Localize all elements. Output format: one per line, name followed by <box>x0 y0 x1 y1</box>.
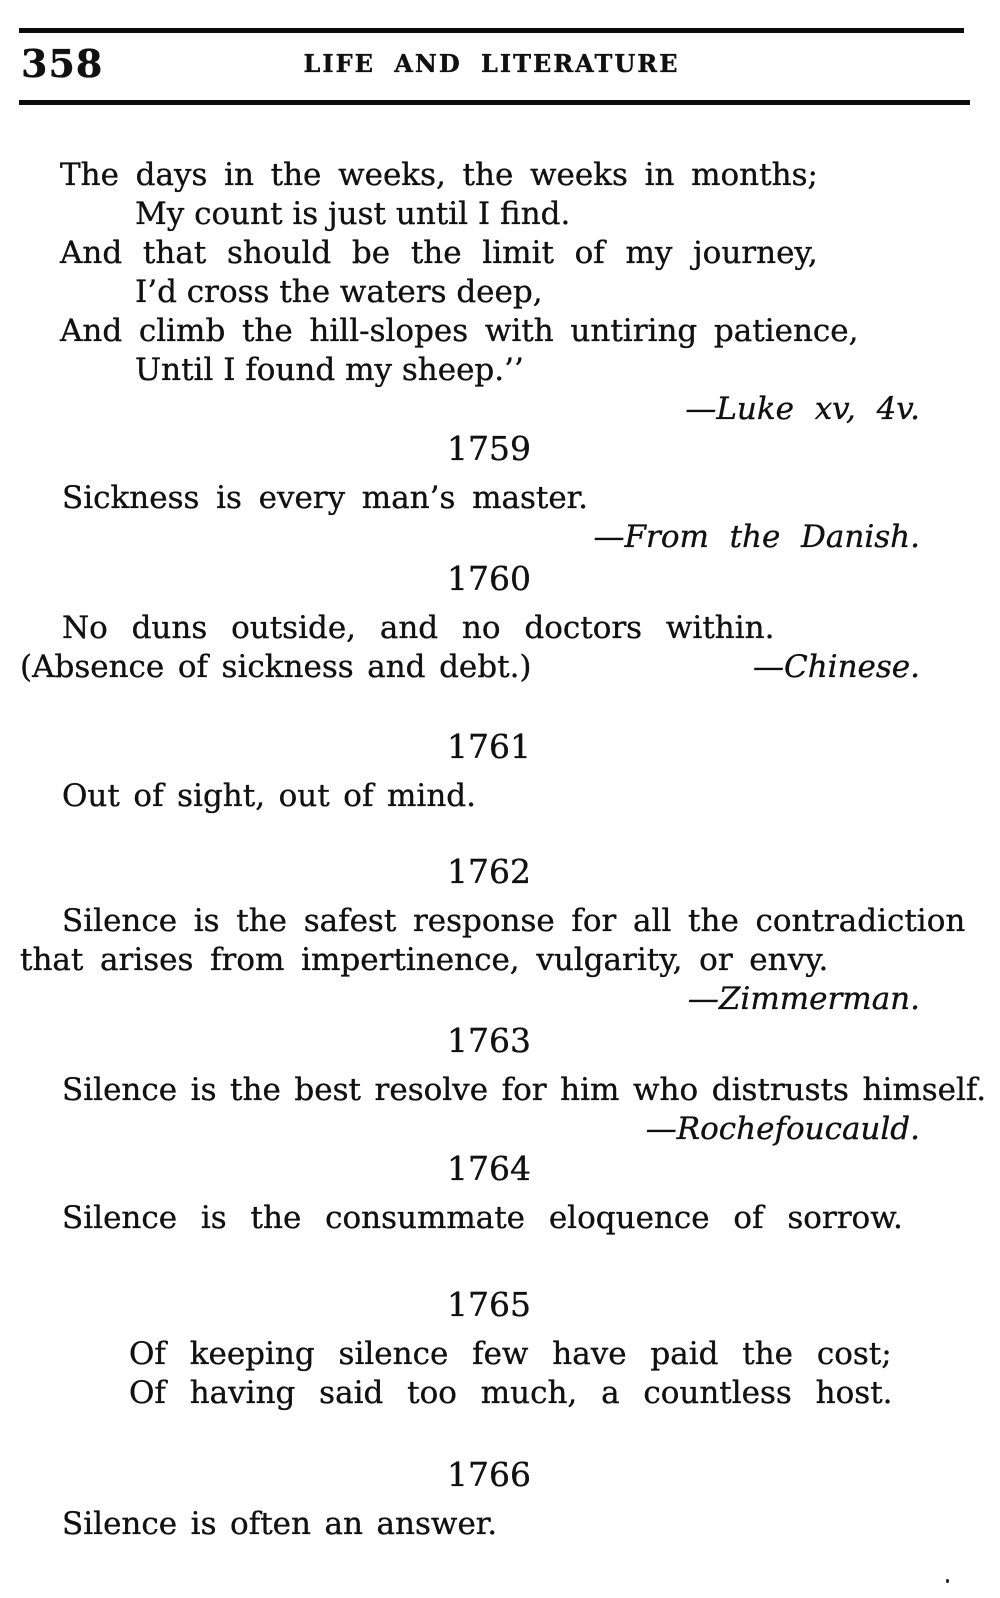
quote-line: Silence is the consummate eloquence of sorrow. <box>62 1200 903 1236</box>
quote-line: that arises from impertinence, vulgarity, or envy. <box>20 942 829 978</box>
quote-line: Silence is often an answer. <box>62 1506 498 1542</box>
entry-number: 1764 <box>447 1149 531 1188</box>
entry-1761 <box>20 727 958 816</box>
entry-number: 1759 <box>447 429 531 468</box>
quote-line: Sickness is every man’s master. <box>62 480 588 516</box>
quote-line: Silence is the best resolve for him who distrusts himself. <box>62 1072 987 1108</box>
entry-number: 1760 <box>447 559 531 598</box>
entry-number: 1766 <box>447 1455 531 1494</box>
quote-line: Of having said too much, a countless host. <box>129 1375 893 1411</box>
page-header <box>19 41 964 87</box>
header-rule-top <box>19 28 964 33</box>
verse-line: And that should be the limit of my journey, <box>60 235 818 271</box>
page-content <box>0 156 1000 1544</box>
entry-1759 <box>20 429 958 557</box>
verse-line: My count is just until I find. <box>135 196 571 232</box>
entry-1762 <box>20 852 966 1019</box>
quote-line: Of keeping silence few have paid the cost; <box>129 1336 892 1372</box>
attribution: —Luke xv, 4v. <box>685 391 920 427</box>
verse-line: The days in the weeks, the weeks in months; <box>60 157 818 193</box>
verse-line: Until I found my sheep.’’ <box>135 352 524 388</box>
verse-line: I’d cross the waters deep, <box>135 274 543 310</box>
page-number: 358 <box>21 41 104 86</box>
verse-quotation <box>20 156 958 429</box>
attribution: —From the Danish. <box>593 519 920 555</box>
quote-line: Out of sight, out of mind. <box>62 778 476 814</box>
book-page <box>0 28 1000 1598</box>
quote-line: Silence is the safest response for all the contradiction <box>62 903 966 939</box>
entry-number: 1761 <box>447 727 531 766</box>
quote-line: No duns outside, and no doctors within. <box>62 610 775 646</box>
entry-number: 1762 <box>447 852 531 891</box>
attribution: —Rochefoucauld. <box>645 1111 920 1147</box>
entry-number: 1763 <box>447 1021 531 1060</box>
header-rule-bottom <box>19 100 970 105</box>
entry-1763 <box>20 1021 987 1149</box>
quote-line: (Absence of sickness and debt.) <box>20 649 532 685</box>
entry-1765 <box>20 1285 958 1413</box>
entry-1766 <box>20 1455 958 1544</box>
attribution: —Chinese. <box>752 649 920 685</box>
entry-1760 <box>20 559 958 687</box>
attribution: —Zimmerman. <box>687 981 920 1017</box>
verse-line: And climb the hill-slopes with untiring patience, <box>60 313 859 349</box>
entry-number: 1765 <box>447 1285 531 1324</box>
running-title: LIFE AND LITERATURE <box>303 49 680 78</box>
scan-speck <box>946 1579 949 1583</box>
entry-1764 <box>20 1149 958 1238</box>
